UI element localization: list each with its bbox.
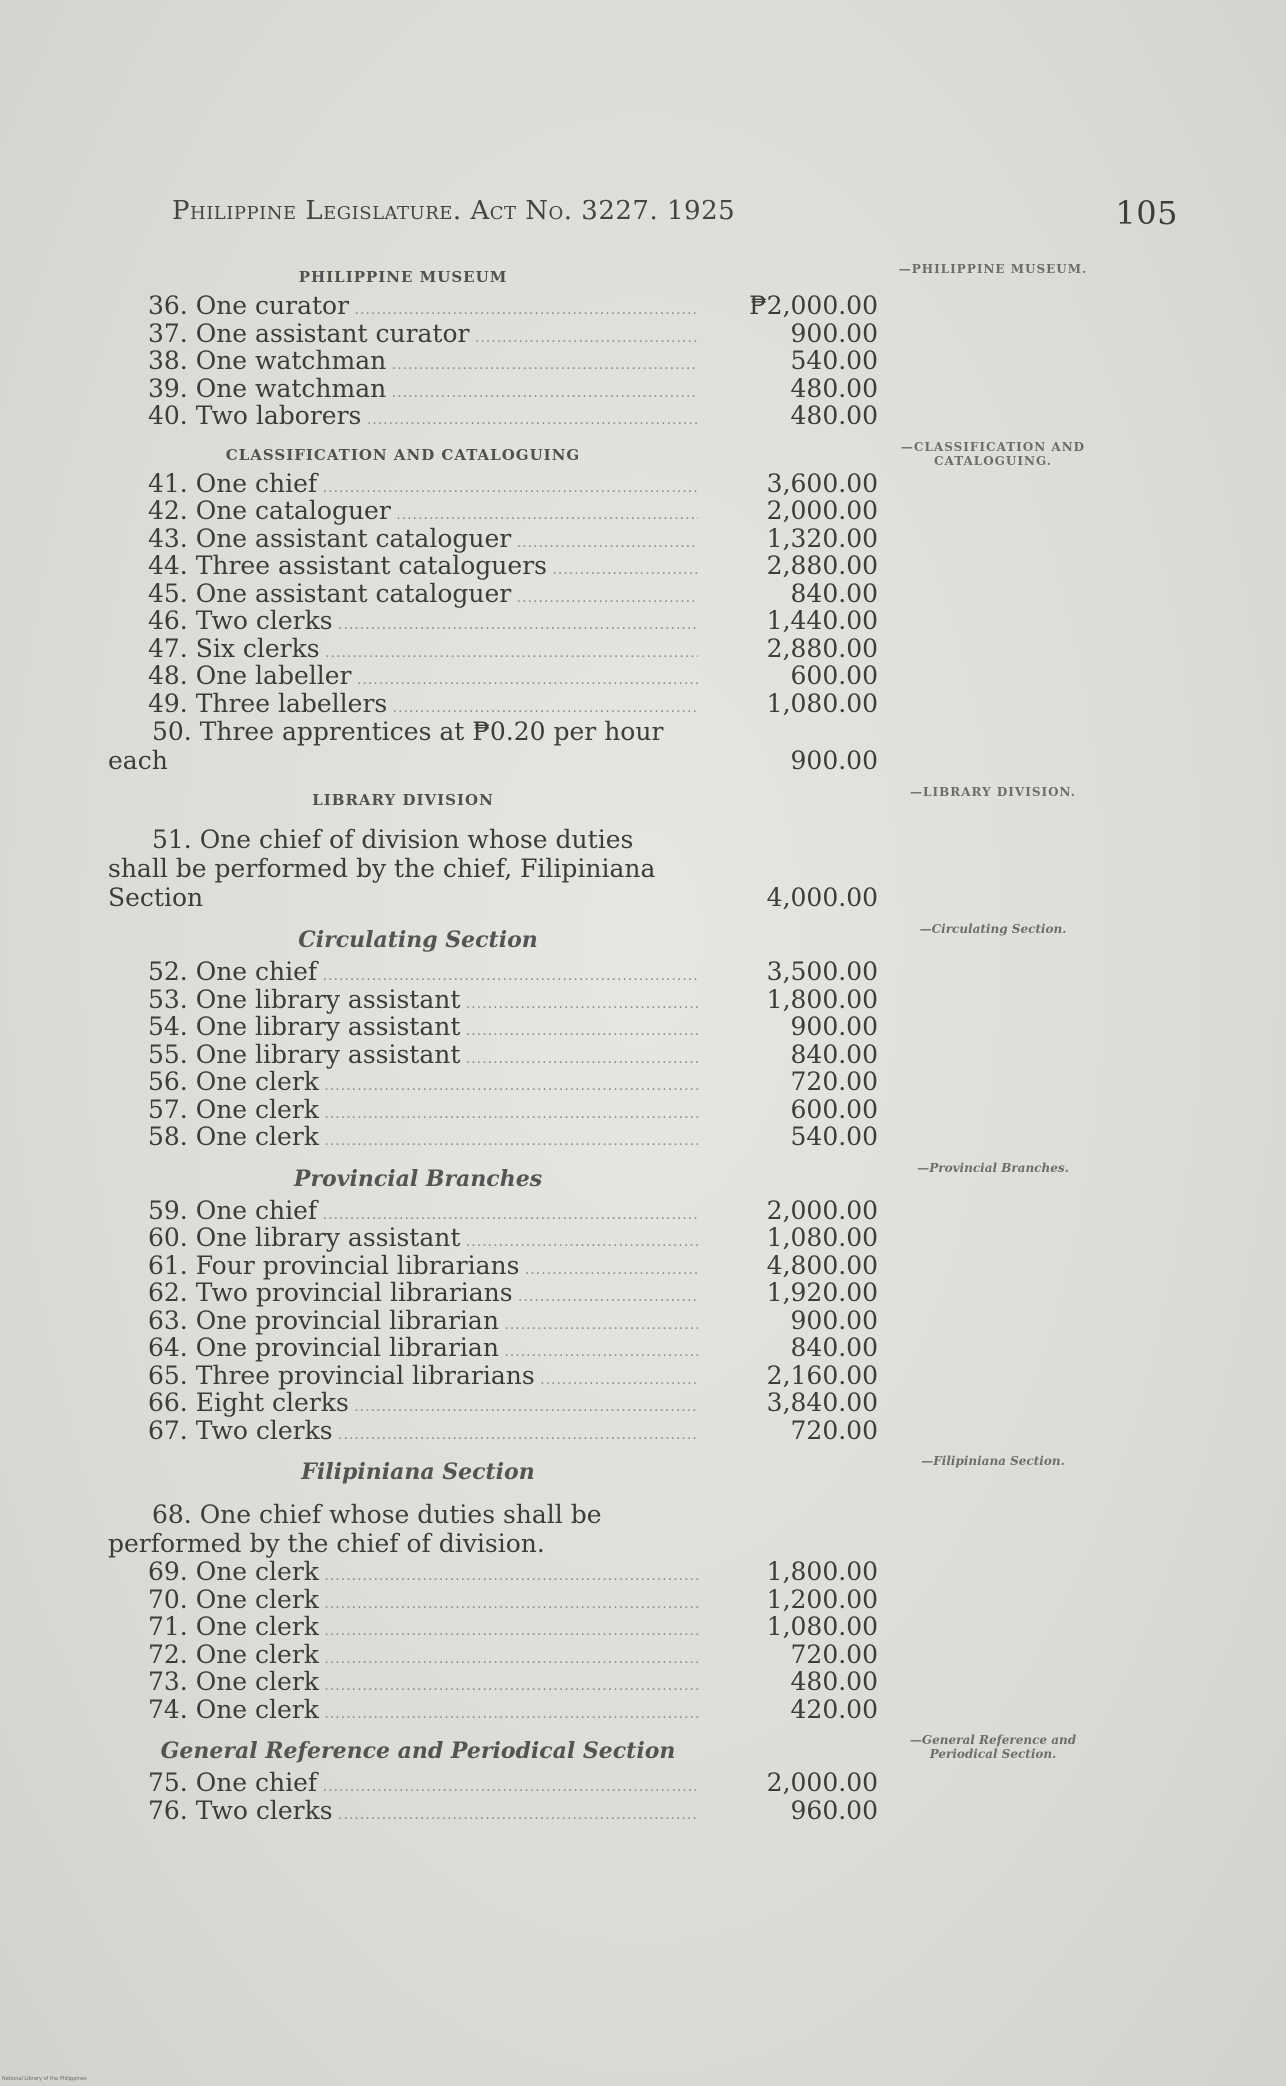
heading-text: General Reference and Periodical Section <box>160 1738 676 1764</box>
line-item <box>108 1123 1188 1151</box>
item-label: 38. One watchman ..... <box>148 347 698 380</box>
subsection-heading <box>108 1160 1069 1197</box>
line-item <box>108 662 1188 690</box>
paragraph-text: 50. Three apprentices at ₱0.20 per hour each <box>108 717 664 775</box>
item-amount: ₱2,000.00 <box>749 291 878 320</box>
item-label: 36. One curator ..... <box>148 292 698 325</box>
line-item <box>108 470 1188 498</box>
item-amount: 720.00 <box>790 1639 878 1669</box>
item-label: 56. One clerk ..... <box>148 1068 698 1101</box>
item-amount: 840.00 <box>790 1039 878 1069</box>
item-label: 43. One assistant cataloguer ..... <box>148 525 698 558</box>
paragraph-text: 68. One chief whose duties shall be performed by the chief of division. <box>108 1500 602 1558</box>
heading-text: CLASSIFICATION AND CATALOGUING <box>225 445 581 464</box>
archive-footer: National Library of the Philippines <box>2 2076 87 2082</box>
margin-note: —General Reference and Periodical Section. <box>909 1733 1077 1761</box>
item-amount: 420.00 <box>790 1694 878 1724</box>
line-item <box>108 958 1188 986</box>
heading-text: Filipiniana Section <box>301 1459 535 1485</box>
item-label: 63. One provincial librarian ..... <box>148 1307 698 1340</box>
item-amount: 480.00 <box>790 1667 878 1696</box>
line-item <box>108 1417 1188 1445</box>
item-amount: 1,800.00 <box>766 1557 878 1586</box>
item-amount: 2,880.00 <box>766 551 878 580</box>
item-amount: 480.00 <box>790 401 878 430</box>
item-amount: 3,840.00 <box>766 1388 878 1417</box>
line-item <box>108 580 1188 608</box>
item-amount: 600.00 <box>790 661 878 690</box>
item-label: 74. One clerk ..... <box>148 1696 698 1729</box>
item-amount: 1,200.00 <box>766 1584 878 1614</box>
spacer <box>108 1490 1188 1500</box>
item-label: 70. One clerk ..... <box>148 1586 698 1619</box>
item-label: 39. One watchman ..... <box>148 375 698 408</box>
item-label: 48. One labeller ..... <box>148 662 698 695</box>
appropriation-list <box>108 262 1188 1834</box>
item-amount: 540.00 <box>790 1122 878 1151</box>
margin-note: —PHILIPPINE MUSEUM. <box>898 262 1088 276</box>
line-item <box>108 1041 1188 1069</box>
item-label: 47. Six clerks ..... <box>148 635 698 668</box>
item-amount: 1,920.00 <box>766 1278 878 1307</box>
line-item <box>108 690 1188 718</box>
section-heading <box>108 262 1088 292</box>
margin-note: —LIBRARY DIVISION. <box>910 785 1076 799</box>
item-label: 60. One library assistant ..... <box>148 1224 698 1257</box>
line-item <box>108 402 1188 430</box>
item-amount: 3,600.00 <box>766 468 878 498</box>
spacer <box>108 775 1188 785</box>
item-label: 61. Four provincial librarians ..... <box>148 1252 698 1285</box>
item-label: 53. One library assistant ..... <box>148 986 698 1019</box>
line-item <box>108 375 1188 403</box>
paragraph-amount: 900.00 <box>790 746 878 775</box>
item-label: 64. One provincial librarian ..... <box>148 1334 698 1367</box>
line-item <box>108 1252 1188 1280</box>
item-label: 49. Three labellers ..... <box>148 690 698 723</box>
item-amount: 2,000.00 <box>766 496 878 525</box>
spacer <box>108 815 1188 825</box>
line-item <box>108 1797 1188 1825</box>
item-amount: 4,800.00 <box>766 1250 878 1280</box>
line-item <box>108 1197 1188 1225</box>
item-amount: 1,080.00 <box>766 688 878 718</box>
item-label: 65. Three provincial librarians ..... <box>148 1362 698 1395</box>
line-item <box>108 1013 1188 1041</box>
item-label: 37. One assistant curator ..... <box>148 320 698 353</box>
item-amount: 1,080.00 <box>766 1612 878 1641</box>
item-amount: 900.00 <box>790 1012 878 1041</box>
line-item <box>108 635 1188 663</box>
item-label: 44. Three assistant cataloguers ..... <box>148 552 698 585</box>
line-item <box>108 1307 1188 1335</box>
margin-note: —Circulating Section. <box>919 922 1067 936</box>
line-item <box>108 347 1188 375</box>
item-label: 62. Two provincial librarians ..... <box>148 1279 698 1312</box>
line-item <box>108 1558 1188 1586</box>
paragraph-item <box>108 717 878 775</box>
item-amount: 2,160.00 <box>766 1360 878 1390</box>
page-header <box>172 196 1182 236</box>
line-item <box>108 1224 1188 1252</box>
line-item <box>108 1362 1188 1390</box>
item-amount: 1,440.00 <box>766 606 878 635</box>
line-item <box>108 525 1188 553</box>
heading-text: Circulating Section <box>298 927 538 953</box>
line-item <box>108 1586 1188 1614</box>
heading-text: LIBRARY DIVISION <box>312 791 494 809</box>
item-amount: 600.00 <box>790 1094 878 1124</box>
item-label: 52. One chief ..... <box>148 958 698 991</box>
subsection-heading <box>108 922 1067 958</box>
item-amount: 720.00 <box>790 1067 878 1096</box>
item-label: 42. One cataloguer ..... <box>148 497 698 530</box>
heading-text: Provincial Branches <box>293 1165 543 1192</box>
item-label: 66. Eight clerks ..... <box>148 1389 698 1422</box>
item-label: 69. One clerk ..... <box>148 1558 698 1591</box>
line-item <box>108 1769 1188 1797</box>
line-item <box>108 1696 1188 1724</box>
item-label: 46. Two clerks ..... <box>148 607 698 640</box>
item-label: 40. Two laborers ..... <box>148 402 698 435</box>
paragraph-item <box>108 1500 698 1558</box>
item-amount: 840.00 <box>790 1333 878 1362</box>
section-heading <box>108 785 1076 815</box>
line-item <box>108 1613 1188 1641</box>
line-item <box>108 292 1188 320</box>
subsection-heading <box>108 1454 1065 1490</box>
line-item <box>108 1668 1188 1696</box>
item-amount: 1,800.00 <box>766 984 878 1014</box>
line-item <box>108 1279 1188 1307</box>
item-label: 71. One clerk ..... <box>148 1613 698 1646</box>
page-number: 105 <box>1115 194 1178 232</box>
item-label: 59. One chief ..... <box>148 1197 698 1230</box>
line-item <box>108 986 1188 1014</box>
paragraph-item <box>108 825 878 912</box>
item-amount: 2,880.00 <box>766 633 878 663</box>
item-label: 73. One clerk ..... <box>148 1668 698 1701</box>
item-label: 72. One clerk ..... <box>148 1641 698 1674</box>
heading-text: PHILIPPINE MUSEUM <box>298 268 508 286</box>
item-label: 67. Two clerks ..... <box>148 1417 698 1450</box>
item-label: 54. One library assistant ..... <box>148 1013 698 1046</box>
line-item <box>108 497 1188 525</box>
item-amount: 840.00 <box>790 578 878 608</box>
item-amount: 720.00 <box>790 1415 878 1445</box>
paragraph-text: 51. One chief of division whose duties shall be performed by the chief, Filipiniana Section <box>108 825 656 912</box>
item-label: 55. One library assistant ..... <box>148 1041 698 1074</box>
line-item <box>108 320 1188 348</box>
item-amount: 1,320.00 <box>766 523 878 553</box>
running-title: Philippine Legislature. Act No. 3227. 1925 <box>172 196 736 226</box>
section-heading <box>108 439 1086 470</box>
item-amount: 540.00 <box>790 346 878 375</box>
item-amount: 3,500.00 <box>766 957 878 986</box>
line-item <box>108 1096 1188 1124</box>
item-amount: 480.00 <box>790 373 878 403</box>
item-amount: 2,000.00 <box>766 1768 878 1797</box>
paragraph-amount: 4,000.00 <box>766 883 878 912</box>
item-amount: 1,080.00 <box>766 1223 878 1252</box>
item-amount: 960.00 <box>790 1795 878 1825</box>
item-label: 76. Two clerks ..... <box>148 1797 698 1830</box>
line-item <box>108 1641 1188 1669</box>
item-label: 58. One clerk ..... <box>148 1123 698 1156</box>
item-label: 41. One chief ..... <box>148 470 698 503</box>
subsection-heading <box>108 1733 1077 1769</box>
line-item <box>108 1334 1188 1362</box>
item-label: 57. One clerk ..... <box>148 1096 698 1129</box>
margin-note: —CLASSIFICATION AND CATALOGUING. <box>900 439 1086 468</box>
line-item <box>108 1068 1188 1096</box>
item-amount: 900.00 <box>790 318 878 348</box>
item-amount: 2,000.00 <box>766 1195 878 1225</box>
line-item <box>108 607 1188 635</box>
margin-note: —Filipiniana Section. <box>921 1454 1065 1468</box>
margin-note: —Provincial Branches. <box>917 1160 1069 1175</box>
line-item <box>108 1389 1188 1417</box>
line-item <box>108 552 1188 580</box>
spacer <box>108 912 1188 922</box>
item-label: 75. One chief ..... <box>148 1769 698 1802</box>
item-label: 45. One assistant cataloguer ..... <box>148 580 698 613</box>
item-amount: 900.00 <box>790 1305 878 1335</box>
